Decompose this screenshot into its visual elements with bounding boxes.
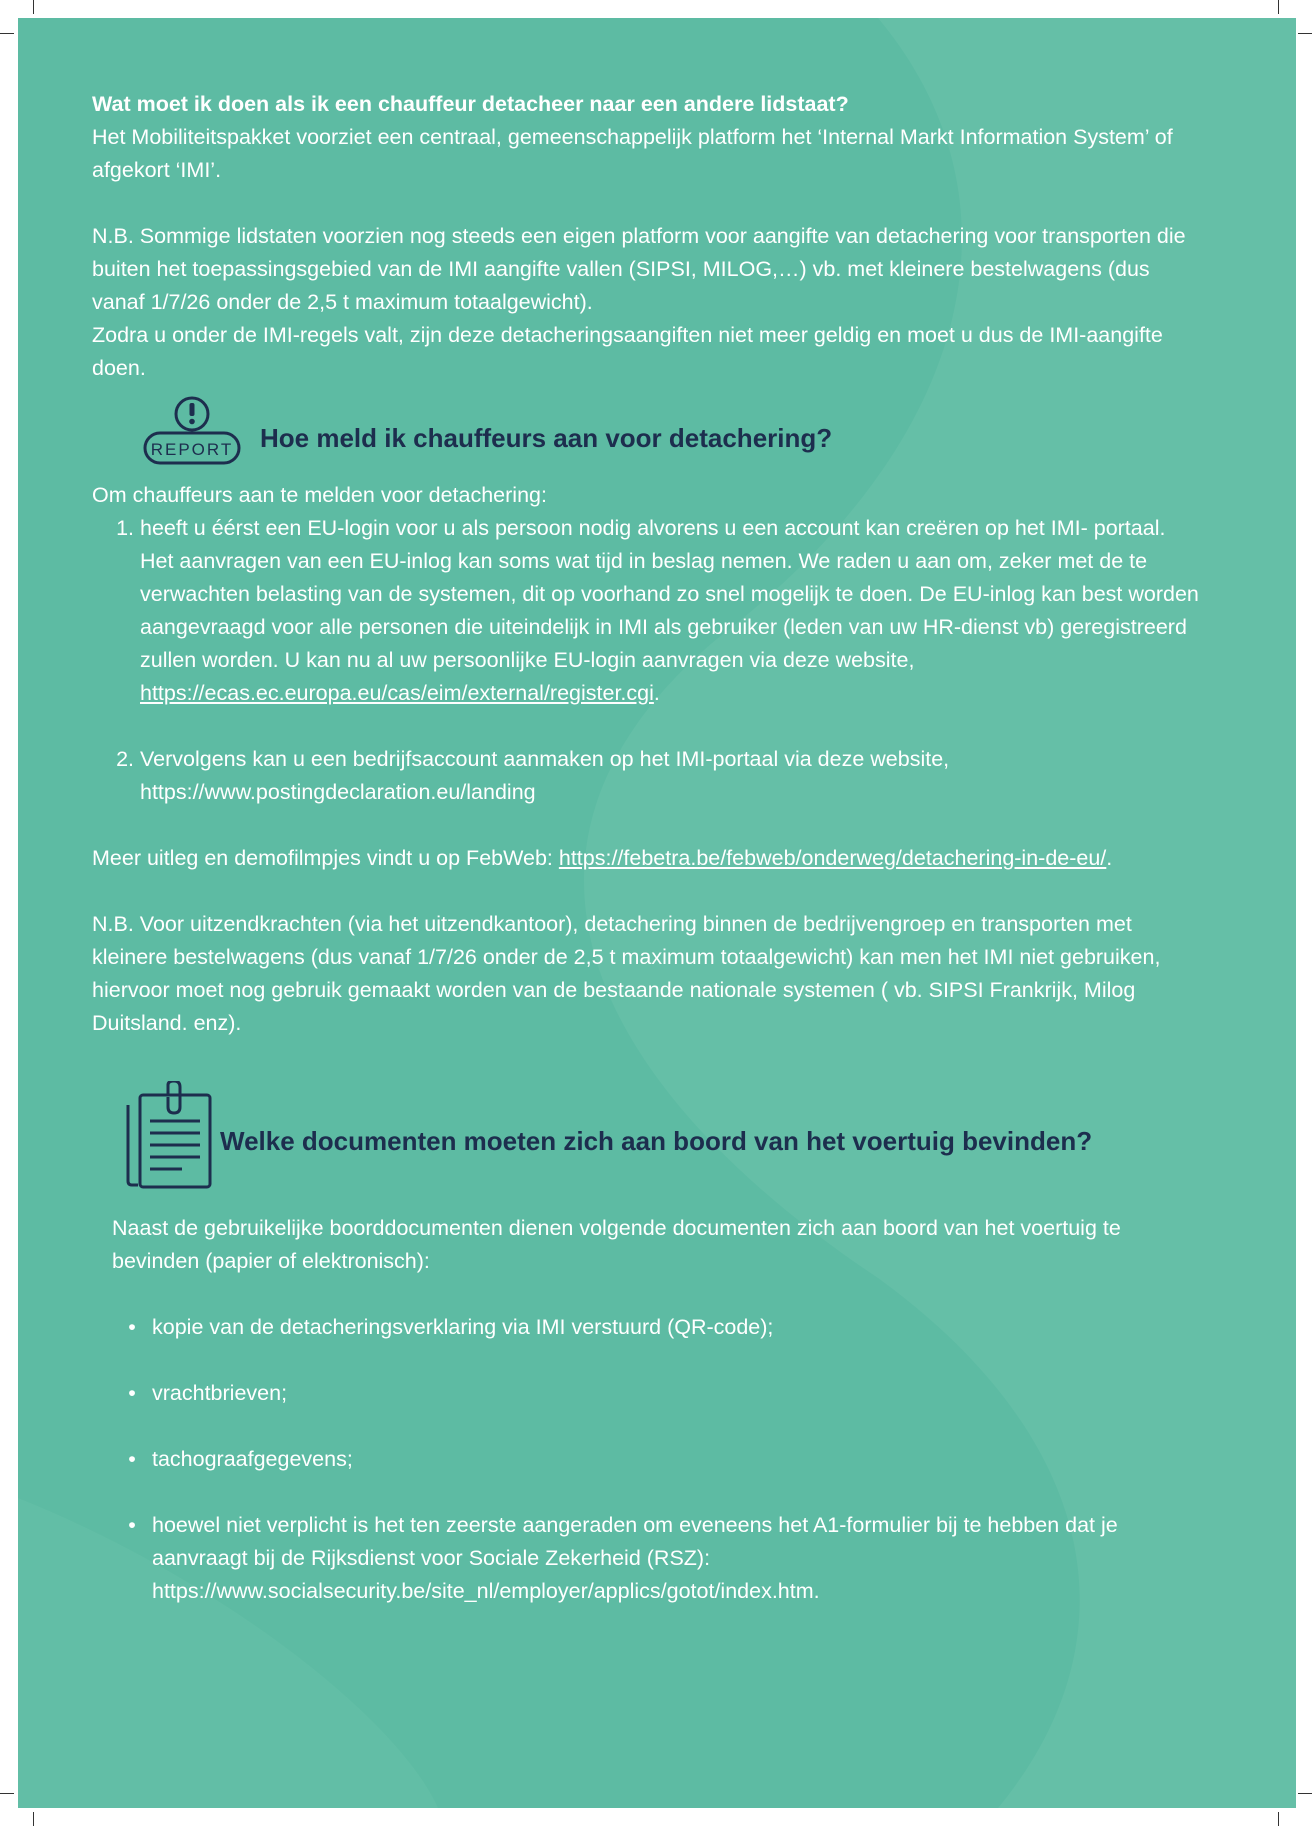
documents-section xyxy=(92,1212,1202,1608)
crop-mark xyxy=(0,33,14,34)
list-item xyxy=(112,1377,1202,1410)
more-info xyxy=(92,842,1202,875)
list-text xyxy=(140,512,1202,710)
section-lead: Om chauffeurs aan te melden voor detachering: xyxy=(92,483,547,507)
steps-list xyxy=(92,512,1202,809)
eu-login-link[interactable]: https://ecas.ec.europa.eu/cas/eim/external/register.cgi xyxy=(140,681,654,705)
crop-mark xyxy=(1298,33,1312,34)
list-text-body: heeft u éérst een EU-login voor u als persoon nodig alvorens u een account kan creëren op het IMI- portaal. Het aanvragen van een EU-inlog kan soms wat tijd in beslag nemen. We raden u aan om, zeker met de te verwachten belasting van de systemen, dit op voorhand zo snel mogelijk te doen. De EU-inlog kan best worden aangevraagd voor alle personen die uiteindelijk in IMI als gebruiker (leden van uw HR-dienst vb) geregistreerd zullen worden. U kan nu al uw persoonlijke EU-login aanvragen via deze website, xyxy=(140,516,1199,672)
report-alert-icon xyxy=(140,392,244,472)
list-item xyxy=(112,1509,1202,1608)
bullet-icon: • xyxy=(128,1381,136,1405)
section-note: N.B. Voor uitzendkrachten (via het uitzendkantoor), detachering binnen de bedrijvengroep en transporten met kleinere bestelwagens (dus vanaf 1/7/26 onder de 2,5 t maximum totaalgewicht) kan men het IMI niet gebruiken, hiervoor moet nog gebruik gemaakt worden van de bestaande nationale systemen ( vb. SIPSI Frankrijk, Milog Duitsland. enz). xyxy=(92,912,1161,1035)
list-item xyxy=(112,1311,1202,1344)
section-heading-documents xyxy=(122,1078,1202,1194)
febweb-link[interactable]: https://febetra.be/febweb/onderweg/detachering-in-de-eu/ xyxy=(558,846,1107,870)
documents-icon xyxy=(122,1081,216,1191)
list-number: 2. xyxy=(116,747,134,771)
list-item xyxy=(92,512,1202,710)
crop-mark xyxy=(33,0,34,14)
bullet-icon: • xyxy=(128,1447,136,1471)
crop-mark xyxy=(0,1793,14,1794)
more-info-text: Meer uitleg en demofilmpjes vindt u op FebWeb: xyxy=(92,846,559,870)
list-item xyxy=(92,743,1202,809)
crop-mark xyxy=(1278,0,1279,14)
section-title: Welke documenten moeten zich aan boord van het voertuig bevinden? xyxy=(220,1126,1093,1156)
list-text: tachograafgegevens; xyxy=(152,1447,353,1471)
list-text: vrachtbrieven; xyxy=(152,1381,288,1405)
list-text: hoewel niet verplicht is het ten zeerste aangeraden om eveneens het A1-formulier bij te hebben dat je aanvraagt bij de Rijksdienst voor Sociale Zekerheid (RSZ): https://www.socialsecurity.be/site_nl/employer/applics/gotot/index.htm. xyxy=(152,1513,1118,1603)
intro-answer: Het Mobiliteitspakket voorziet een centraal, gemeenschappelijk platform het ‘Internal Markt Information System’ of afgekort ‘IMI’. xyxy=(92,125,1173,182)
section-lead: Naast de gebruikelijke boorddocumenten dienen volgende documenten zich aan boord van het voertuig te bevinden (papier of elektronisch): xyxy=(112,1216,1121,1273)
list-text: Vervolgens kan u een bedrijfsaccount aanmaken op het IMI-portaal via deze website, https://www.postingdeclaration.eu/landing xyxy=(140,747,950,804)
section-heading-report xyxy=(140,391,1202,473)
intro-question: Wat moet ik doen als ik een chauffeur detacheer naar een andere lidstaat? xyxy=(92,92,849,116)
list-text: kopie van de detacheringsverklaring via IMI verstuurd (QR-code); xyxy=(152,1315,774,1339)
intro-note: N.B. Sommige lidstaten voorzien nog steeds een eigen platform voor aangifte van detachering voor transporten die buiten het toepassingsgebied van de IMI aangifte vallen (SIPSI, MILOG,…) vb. met kleinere bestelwagens (dus vanaf 1/7/26 onder de 2,5 t maximum totaalgewicht). xyxy=(92,224,1186,314)
list-text-end: . xyxy=(653,681,660,705)
bullet-icon: • xyxy=(128,1315,136,1339)
more-info-end: . xyxy=(1106,846,1113,870)
list-item xyxy=(112,1443,1202,1476)
svg-text:REPORT: REPORT xyxy=(150,440,234,459)
list-number: 1. xyxy=(116,516,134,540)
section-title: Hoe meld ik chauffeurs aan voor detachering? xyxy=(260,423,833,453)
documents-list xyxy=(112,1311,1202,1608)
page xyxy=(18,18,1296,1808)
bullet-icon: • xyxy=(128,1513,136,1537)
intro-note-2: Zodra u onder de IMI-regels valt, zijn deze detacheringsaangiften niet meer geldig en moet u dus de IMI-aangifte doen. xyxy=(92,323,1163,380)
crop-mark xyxy=(1278,1812,1279,1826)
crop-mark xyxy=(33,1812,34,1826)
crop-mark xyxy=(1298,1793,1312,1794)
page-content xyxy=(92,88,1202,1641)
